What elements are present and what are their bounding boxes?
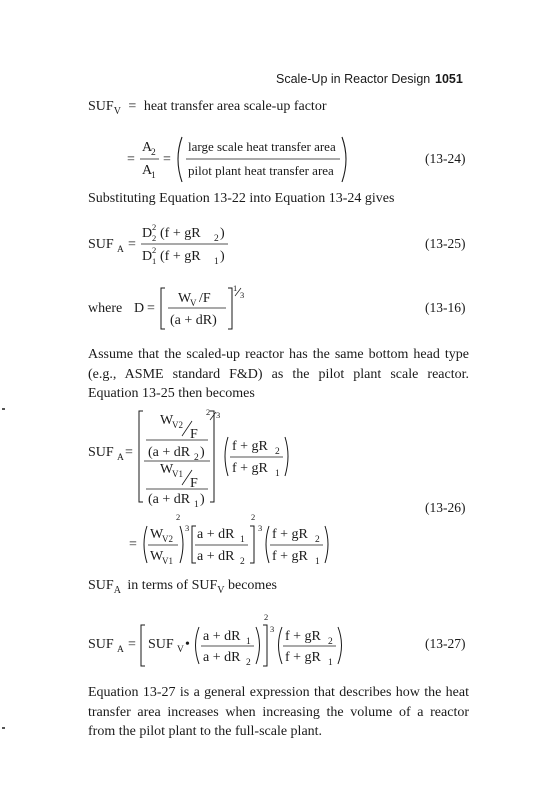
equation-number: (13-16): [425, 300, 466, 315]
exp-numerator: 1: [233, 283, 238, 293]
equation-number: (13-27): [425, 636, 466, 651]
running-title: Scale-Up in Reactor Design: [276, 72, 431, 86]
a-num-sub: 1: [246, 637, 251, 647]
f-den: f + gR: [272, 549, 308, 564]
right-bracket: [210, 411, 214, 502]
suf-v: SUF: [191, 578, 218, 593]
suf-v-sub: V: [217, 584, 225, 596]
right-paren: [180, 526, 183, 563]
equation-13-25: [86, 222, 480, 272]
a1: (a + dR: [148, 492, 191, 507]
a2-sub: 2: [194, 453, 199, 463]
denominator: (a + dR): [170, 313, 217, 328]
f-num: f + gR: [232, 439, 268, 454]
eq-num-a: A: [142, 140, 153, 155]
equation-number: (13-24): [425, 151, 466, 166]
num-close: ): [220, 226, 225, 241]
paragraph-in-terms: [88, 578, 468, 596]
eq-den-sub: 1: [151, 171, 156, 181]
equation-13-24: [100, 132, 480, 188]
f-num: f + gR: [272, 527, 308, 542]
right-bracket: [228, 288, 232, 329]
right-paren: [285, 437, 288, 476]
fraction-denominator: pilot plant heat transfer area: [188, 163, 334, 178]
a-num-sub: 1: [240, 535, 245, 545]
num-sub: 2: [214, 234, 219, 244]
right-paren: [342, 137, 346, 182]
exp-2: 2: [176, 512, 181, 522]
running-header: [276, 72, 476, 90]
scan-mark: [2, 408, 5, 410]
f-den-sub: 1: [328, 658, 333, 668]
fraction-numerator: large scale heat transfer area: [188, 139, 336, 154]
left-paren: [196, 627, 200, 664]
definition-line: [88, 99, 468, 117]
num-d-sub: 2: [152, 233, 157, 243]
eq-num-sub: 2: [151, 148, 156, 158]
num-w: W: [178, 291, 192, 306]
exp-3: 3: [185, 523, 190, 533]
exp-denominator: 3: [270, 624, 275, 634]
page-number: 1051: [435, 72, 463, 86]
equation-13-26: [86, 406, 480, 578]
f-den: f + gR: [232, 461, 268, 476]
wv1-sub: V1: [162, 556, 173, 566]
num-w-sub: V: [190, 298, 197, 308]
a2: (a + dR: [148, 445, 191, 460]
lhs-suf: SUF: [88, 445, 114, 460]
exp-numerator: 2: [264, 612, 269, 622]
num-tail: /F: [199, 291, 211, 306]
right-paren: [338, 627, 342, 664]
den-close: ): [220, 249, 225, 264]
exp-2: 2: [251, 512, 256, 522]
right-paren: [325, 526, 328, 563]
equation-number: (13-26): [425, 500, 466, 515]
exp-denominator: 3: [216, 410, 221, 420]
right-bracket: [263, 625, 267, 666]
lhs-suf: SUF: [88, 237, 114, 252]
left-bracket: [192, 526, 196, 563]
left-bracket: [139, 411, 143, 502]
f-num-sub: 2: [328, 637, 333, 647]
eq-equals: =: [128, 237, 136, 252]
suf-v-sub: V: [177, 645, 184, 655]
den-body: (f + gR: [160, 249, 201, 264]
left-paren: [279, 627, 283, 664]
wv2-sub: V2: [162, 534, 173, 544]
eq-equals: =: [127, 152, 135, 167]
paragraph-substituting: Substituting Equation 13-22 into Equation 13-24 gives: [88, 191, 395, 206]
exp-3: 3: [258, 523, 263, 533]
a-num: a + dR: [197, 527, 235, 542]
lhs-d: D: [134, 301, 145, 316]
right-bracket: [250, 526, 254, 563]
lhs-subscript: A: [117, 645, 124, 655]
paragraph-final: Equation 13-27 is a general expression that describes how the heat transfer area increases when increasing the volume of a reactor from the pilot plant to the full-scale plant.: [88, 685, 469, 739]
a-den-sub: 2: [246, 658, 251, 668]
left-paren: [144, 526, 147, 563]
becomes: becomes: [228, 578, 277, 593]
equation-number: (13-25): [425, 236, 466, 251]
num-body: (f + gR: [160, 226, 201, 241]
wv2: W: [150, 527, 164, 542]
paragraph-assume: Assume that the scaled-up reactor has the same bottom head type (e.g., ASME standard F&D) as the pilot plant scale reactor. Equation 13-25 then becomes: [88, 347, 469, 401]
exp-denominator: 3: [240, 290, 245, 300]
equation-13-16: [86, 282, 480, 334]
num-d-sup: 2: [152, 222, 157, 232]
a-den: a + dR: [197, 549, 235, 564]
definition-text: heat transfer area scale-up factor: [143, 99, 327, 114]
eq-den-a: A: [142, 163, 153, 178]
suf-v: SUF: [148, 637, 174, 652]
f-num: f + gR: [285, 629, 321, 644]
f-num-sub: 2: [315, 535, 320, 545]
equation-13-27: [86, 610, 480, 670]
a-num: a + dR: [203, 629, 241, 644]
den-sub: 1: [214, 257, 219, 267]
den-d-sub: 1: [152, 256, 157, 266]
eq-equals: =: [147, 301, 155, 316]
wv1: W: [150, 549, 164, 564]
f-den-sub: 1: [315, 557, 320, 567]
left-paren: [225, 437, 228, 476]
f-upper: F: [190, 427, 198, 442]
where-label: where: [88, 301, 123, 316]
a-den-sub: 2: [240, 557, 245, 567]
w2-sub: V2: [172, 420, 183, 430]
left-bracket: [161, 288, 165, 329]
f-den: f + gR: [285, 650, 321, 665]
num-d: D: [142, 226, 153, 241]
a1-sub: 1: [194, 500, 199, 510]
left-paren: [178, 137, 182, 182]
eq-equals: =: [128, 637, 136, 652]
lhs-suf: SUF: [88, 637, 114, 652]
lhs-subscript: A: [117, 245, 124, 255]
eq-equals: =: [125, 445, 133, 460]
in-terms-of: in terms of: [127, 578, 189, 593]
left-bracket: [141, 625, 145, 666]
suf-symbol: SUF: [88, 99, 114, 114]
suf-a-sub: A: [113, 584, 121, 596]
f-lower: F: [190, 476, 198, 491]
f-num-sub: 2: [275, 447, 280, 457]
lhs-subscript: A: [117, 453, 124, 463]
a1-close: ): [200, 492, 205, 507]
a2-close: ): [200, 445, 205, 460]
scan-mark: [2, 727, 5, 729]
eq-equals-2: =: [163, 152, 171, 167]
den-d: D: [142, 249, 153, 264]
w1: W: [160, 462, 174, 477]
equals-sign: =: [128, 99, 137, 114]
suf-subscript: V: [113, 105, 121, 117]
f-den-sub: 1: [275, 469, 280, 479]
left-paren: [266, 526, 269, 563]
a-den: a + dR: [203, 650, 241, 665]
exp-numerator: 2: [206, 407, 211, 417]
w1-sub: V1: [172, 469, 183, 479]
w2: W: [160, 413, 174, 428]
multiply-dot: •: [185, 637, 190, 652]
eq-equals-2: =: [129, 537, 137, 552]
suf-a: SUF: [88, 578, 114, 593]
right-paren: [256, 627, 260, 664]
den-d-sup: 2: [152, 245, 157, 255]
